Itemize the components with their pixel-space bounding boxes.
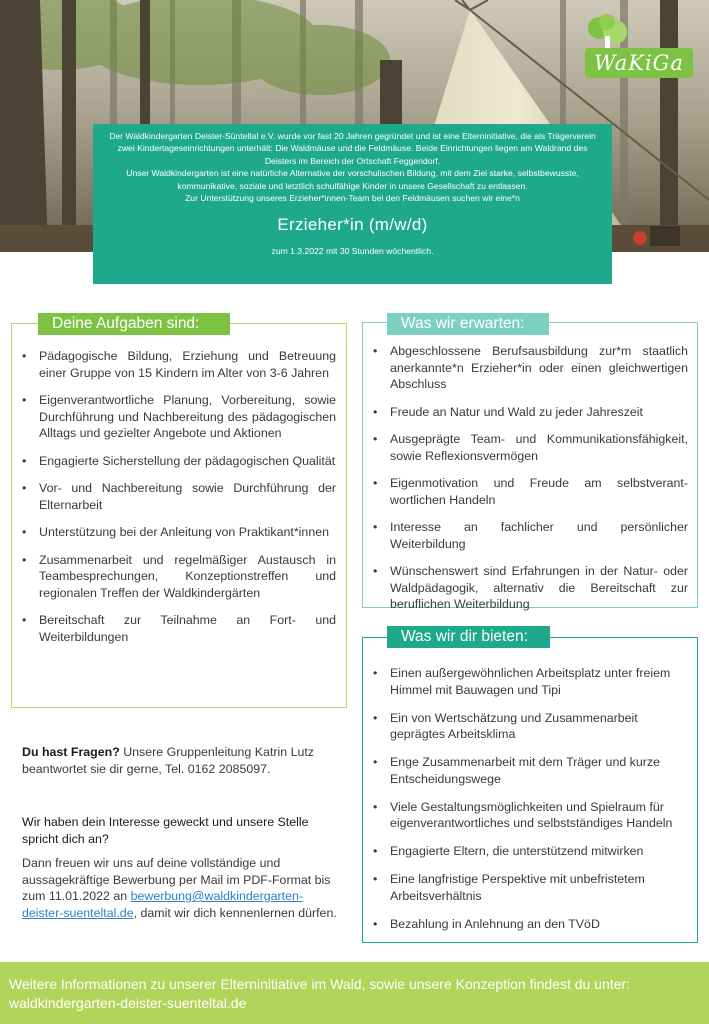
tasks-list	[22, 348, 336, 656]
list-item: • Vor- und Nachbereitung sowie Durchführung der Elternarbeit	[22, 480, 336, 513]
list-item: • Unterstützung bei der Anleitung von Praktikant*innen	[22, 524, 336, 541]
footer-bar	[0, 962, 709, 1024]
list-item: • Ein von Wertschätzung und Zusammenarbeit geprägtes Arbeitsklima	[373, 710, 688, 743]
intro-box	[93, 124, 612, 284]
apply-section	[22, 814, 340, 921]
list-item: • Viele Gestaltungsmöglichkeiten und Spielraum für eigenverantwortliches und selbstständiges Handeln	[373, 799, 688, 832]
list-item: • Engagierte Eltern, die unterstützend mitwirken	[373, 843, 688, 860]
intro-paragraph: Unser Waldkindergarten ist eine natürliche Alternative der vorschulischen Bildung, mit dem Ziel starke, selbstbewusste, kommunikative, soziale und letztlich schulfähige Kinder in unsere Gesellschaft zu entlassen.	[126, 168, 579, 191]
contact-question: Du hast Fragen?	[22, 745, 120, 759]
logo-text: WaKiGa	[585, 48, 693, 78]
list-item: • Wünschenswert sind Erfahrungen in der Natur- oder Waldpädagogik, alternativ die Bereitschaft zur beruflichen Weiterbildung	[373, 563, 688, 613]
website-link[interactable]: waldkindergarten-deister-suenteltal.de	[9, 995, 247, 1011]
footer-text: Weitere Informationen zu unserer Elterninitiative im Wald, sowie unsere Konzeption findest du unter:	[9, 976, 630, 992]
list-item: • Enge Zusammenarbeit mit dem Träger und kurze Entscheidungswege	[373, 754, 688, 787]
list-item: • Interesse an fachlicher und persönlicher Weiterbildung	[373, 519, 688, 552]
offers-list	[373, 665, 688, 944]
list-item: • Bezahlung in Anlehnung an den TVöD	[373, 916, 688, 933]
list-item: • Bereitschaft zur Teilnahme an Fort- und Weiterbildungen	[22, 612, 336, 645]
apply-body	[22, 855, 340, 921]
offers-heading: Was wir dir bieten:	[387, 626, 550, 648]
list-item: • Zusammenarbeit und regelmäßiger Austausch in Teambesprechungen, Konzeptionstreffen und regionalen Treffen der Waldkindergärten	[22, 552, 336, 602]
list-item: • Freude an Natur und Wald zu jeder Jahreszeit	[373, 404, 688, 421]
apply-heading: Wir haben dein Interesse geweckt und unsere Stelle spricht dich an?	[22, 815, 309, 846]
expectations-list	[373, 343, 688, 624]
list-item: • Ausgeprägte Team- und Kommunikationsfähigkeit, sowie Reflexionsvermögen	[373, 431, 688, 464]
job-title: Erzieher*in (m/w/d)	[277, 215, 428, 235]
apply-text: Dann freuen wir uns auf deine vollständige und aussagekräftige Bewerbung per Mail im PDF-Format bis zum 11.01.2022 an	[22, 856, 331, 903]
list-item: • Einen außergewöhnlichen Arbeitsplatz unter freiem Himmel mit Bauwagen und Tipi	[373, 665, 688, 698]
list-item: • Eine langfristige Perspektive mit unbefristetem Arbeitsverhältnis	[373, 871, 688, 904]
application-email-link[interactable]: bewerbung@waldkindergarten-deister-suenteltal.de	[22, 889, 304, 920]
intro-paragraph: Der Waldkindergarten Deister-Sünteltal e.V. wurde vor fast 20 Jahren gegründet und ist eine Elterninitiative, die als Trägerverein zwei Kindertageseinrichtungen unterhält: Die Waldmäuse und die Feldmäuse. Beide Einrichtungen liegen am Waldrand des Deisters im Bereich der Ortschaft Feggendorf.	[109, 131, 596, 166]
list-item: • Abgeschlossene Berufsausbildung zur*m staatlich anerkannte*n Erzieher*in oder einen gleichwertigen Abschluss	[373, 343, 688, 393]
job-subtitle: zum 1.3.2022 mit 30 Stunden wöchentlich.	[271, 246, 434, 257]
apply-closing: , damit wir dich kennenlernen dürfen.	[133, 905, 337, 920]
list-item: • Pädagogische Bildung, Erziehung und Betreuung einer Gruppe von 15 Kindern im Alter von 3-6 Jahren	[22, 348, 336, 381]
list-item: • Engagierte Sicherstellung der pädagogischen Qualität	[22, 453, 336, 470]
intro-paragraph: Zur Unterstützung unseres Erzieher*innen-Team bei den Feldmäusen suchen wir eine*n	[185, 193, 520, 204]
tasks-heading: Deine Aufgaben sind:	[38, 313, 230, 335]
intro-text	[109, 130, 596, 204]
expectations-heading: Was wir erwarten:	[387, 313, 549, 335]
list-item: • Eigenverantwortliche Planung, Vorbereitung, sowie Durchführung und Nachbereitung des pädagogischen Alltags und gezielter Angebote und Aktionen	[22, 392, 336, 442]
list-item: • Eigenmotivation und Freude am selbstverantwortlichen Handeln	[373, 475, 688, 508]
wakiga-logo	[585, 14, 693, 78]
contact-text: Unsere Gruppenleitung Katrin Lutz beantwortet sie dir gerne, Tel. 0162 2085097.	[22, 745, 314, 776]
contact-section	[22, 744, 347, 777]
